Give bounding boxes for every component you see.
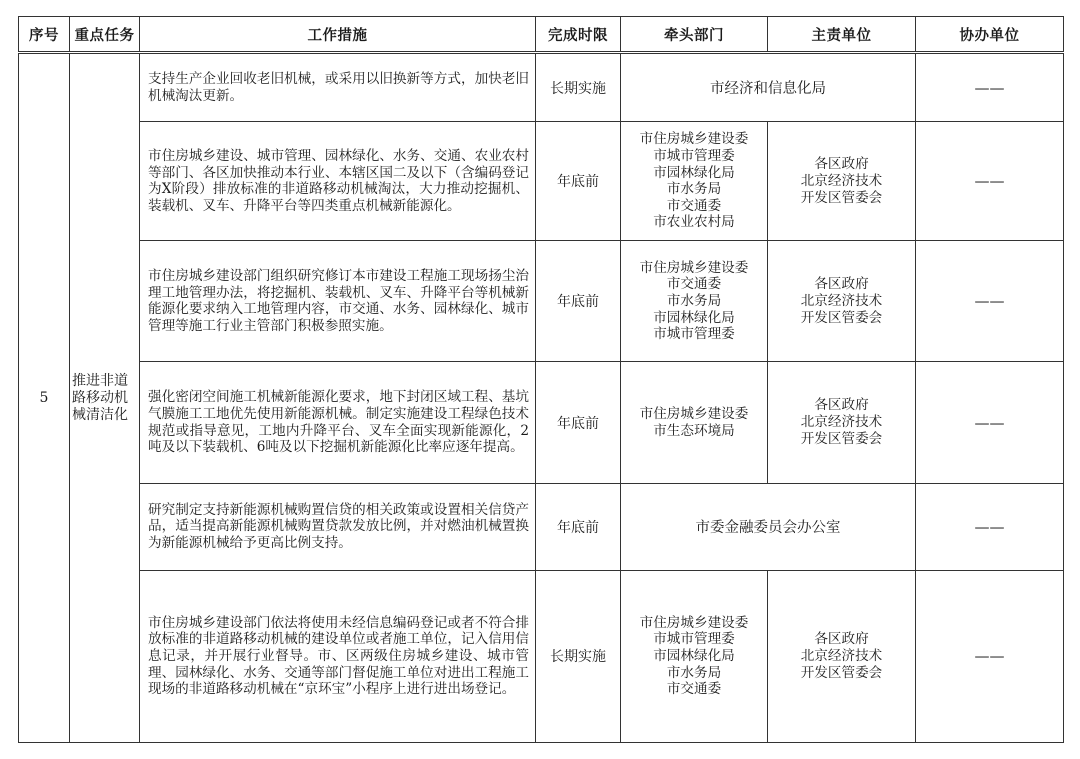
- header-task: 重点任务: [70, 17, 140, 53]
- header-assisting-unit: 协办单位: [916, 17, 1064, 53]
- assisting-unit: ——: [916, 122, 1064, 241]
- lead-department: 市住房城乡建设委: [639, 259, 749, 276]
- responsible-unit: 各区政府: [814, 155, 869, 172]
- measure-text: 支持生产企业回收老旧机械，或采用以旧换新等方式，加快老旧机械淘汰更新。: [140, 53, 536, 122]
- lead-department: 市水务局: [666, 181, 722, 198]
- responsible-unit-list: [768, 122, 916, 241]
- deadline: 年底前: [536, 362, 621, 483]
- measure-text: 市住房城乡建设部门依法将使用未经信息编码登记或者不符合排放标准的非道路移动机械的建设单位或者施工单位，记入信用信息记录，并开展行业督导。市、区两级住房城乡建设、城市管理、园林绿化、水务、交通等部门督促施工单位对进出工程施工现场的非道路移动机械在“京环宝”小程序上进行进出场登记。: [140, 570, 536, 742]
- row-index: 5: [19, 53, 70, 743]
- assisting-unit: ——: [916, 241, 1064, 362]
- lead-department: 市农业农村局: [653, 214, 735, 231]
- responsible-unit: 北京经济技术: [800, 172, 883, 189]
- lead-department: 市城市管理委: [653, 326, 735, 343]
- deadline: 长期实施: [536, 53, 621, 122]
- header-measure: 工作措施: [140, 17, 536, 53]
- lead-department: 市住房城乡建设委: [639, 131, 749, 148]
- header-lead-department: 牵头部门: [621, 17, 768, 53]
- lead-department: 市交通委: [666, 197, 722, 214]
- table-row: [19, 483, 1064, 570]
- lead-and-responsible-unit: 市委金融委员会办公室: [621, 483, 916, 570]
- header-responsible-unit: 主责单位: [768, 17, 916, 53]
- responsible-unit: 开发区管委会: [800, 309, 883, 326]
- lead-department-list: [621, 122, 768, 241]
- assisting-unit: ——: [916, 53, 1064, 122]
- assisting-unit: ——: [916, 483, 1064, 570]
- measure-text: 市住房城乡建设部门组织研究修订本市建设工程施工现场扬尘治理工地管理办法，将挖掘机、装载机、叉车、升降平台等机械新能源化要求纳入工地管理内容，市交通、水务、园林绿化、城市管理等施工行业主管部门积极参照实施。: [140, 241, 536, 362]
- responsible-unit: 北京经济技术: [800, 647, 883, 664]
- lead-department: 市交通委: [666, 681, 722, 698]
- lead-department: 市城市管理委: [653, 631, 735, 648]
- responsible-unit: 开发区管委会: [800, 189, 883, 206]
- header-deadline: 完成时限: [536, 17, 621, 53]
- table-row: [19, 570, 1064, 742]
- lead-department: 市交通委: [666, 276, 722, 293]
- lead-department: 市住房城乡建设委: [639, 405, 749, 422]
- responsible-unit: 开发区管委会: [800, 431, 883, 448]
- responsible-unit: 北京经济技术: [800, 292, 883, 309]
- lead-department-list: [621, 241, 768, 362]
- measure-text: 强化密闭空间施工机械新能源化要求，地下封闭区域工程、基坑气膜施工工地优先使用新能源机械。制定实施建设工程绿色技术规范或指导意见，工地内升降平台、叉车全面实现新能源化，2吨及以下装载机、6吨及以下挖掘机新能源化比率应逐年提高。: [140, 362, 536, 483]
- deadline: 年底前: [536, 122, 621, 241]
- key-task: 推进非道路移动机械清洁化: [70, 53, 140, 743]
- lead-department-list: [621, 570, 768, 742]
- responsible-unit: 各区政府: [814, 397, 869, 414]
- lead-department: 市园林绿化局: [653, 309, 735, 326]
- lead-department: 市园林绿化局: [653, 648, 735, 665]
- responsible-unit-list: [768, 241, 916, 362]
- responsible-unit: 各区政府: [814, 630, 869, 647]
- measure-text: 市住房城乡建设、城市管理、园林绿化、水务、交通、农业农村等部门、各区加快推动本行业、本辖区国二及以下（含编码登记为X阶段）排放标准的非道路移动机械淘汰，大力推动挖掘机、装载机、叉车、升降平台等四类重点机械新能源化。: [140, 122, 536, 241]
- responsible-unit: 各区政府: [814, 275, 869, 292]
- lead-department-list: [621, 362, 768, 483]
- table-row: [19, 362, 1064, 483]
- deadline: 长期实施: [536, 570, 621, 742]
- responsible-unit-list: [768, 362, 916, 483]
- lead-department: 市住房城乡建设委: [639, 614, 749, 631]
- header-row: [19, 17, 1064, 53]
- table-row: [19, 241, 1064, 362]
- deadline: 年底前: [536, 241, 621, 362]
- responsible-unit: 开发区管委会: [800, 664, 883, 681]
- assisting-unit: ——: [916, 570, 1064, 742]
- measure-text: 研究制定支持新能源机械购置信贷的相关政策或设置相关信贷产品，适当提高新能源机械购置贷款发放比例，并对燃油机械置换为新能源机械给予更高比例支持。: [140, 483, 536, 570]
- lead-and-responsible-unit: 市经济和信息化局: [621, 53, 916, 122]
- lead-department: 市生态环境局: [653, 422, 735, 439]
- responsible-unit-list: [768, 570, 916, 742]
- table-row: [19, 53, 1064, 122]
- lead-department: 市城市管理委: [653, 147, 735, 164]
- assisting-unit: ——: [916, 362, 1064, 483]
- measures-table: [18, 16, 1064, 743]
- deadline: 年底前: [536, 483, 621, 570]
- lead-department: 市园林绿化局: [653, 164, 735, 181]
- table-row: [19, 122, 1064, 241]
- lead-department: 市水务局: [666, 664, 722, 681]
- responsible-unit: 北京经济技术: [800, 414, 883, 431]
- header-index: 序号: [19, 17, 70, 53]
- lead-department: 市水务局: [666, 293, 722, 310]
